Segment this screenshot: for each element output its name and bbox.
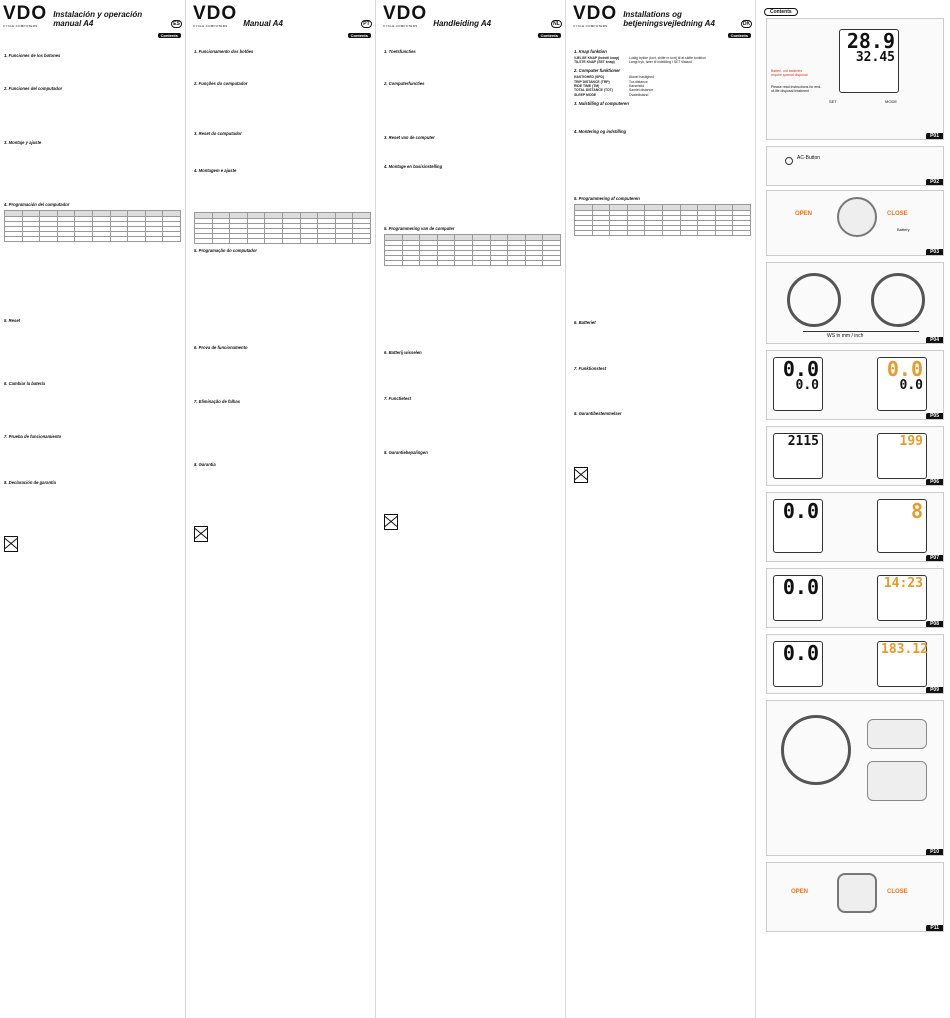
wheel-icon <box>871 273 925 327</box>
figure-number: P11 <box>926 925 943 931</box>
ac-button-label: AC-Button <box>797 155 821 161</box>
section-heading: 8. Garantia <box>194 461 216 467</box>
figure-p01 <box>766 18 944 140</box>
section-heading: 8. Declaración de garantía <box>4 479 56 485</box>
crossed-bin-icon <box>4 536 18 552</box>
column-header <box>570 0 755 30</box>
section-heading: 7. Prueba de funcionamiento <box>4 434 62 440</box>
figures-column <box>760 0 950 1018</box>
section-heading: 3. Montaje y ajuste <box>4 139 42 145</box>
contents-badge: Contents <box>728 33 751 38</box>
contents-badge: Contents <box>538 33 561 38</box>
display-step: 0.0 0.0 <box>877 357 927 411</box>
column-title: Instalación y operación manual A4 <box>53 10 143 28</box>
display-step: 0.0 <box>773 641 823 687</box>
section-heading: 4. Programación del computador <box>4 202 70 208</box>
open-label: OPEN <box>791 889 809 895</box>
battery-label: Battery <box>897 227 910 232</box>
section-heading: 1. Knap funktion <box>574 48 607 54</box>
column-body <box>570 30 755 489</box>
figure-number: P07 <box>926 555 943 561</box>
language-badge: PT <box>361 20 372 28</box>
vdo-logo: VDO CYCLE COMPUTERS <box>383 3 428 28</box>
figure-number: P04 <box>926 337 943 343</box>
sensor-icon <box>867 719 927 749</box>
section-heading: 8. Garantiebepalingen <box>384 449 428 455</box>
column-body <box>0 30 185 558</box>
display-step: 183.12 <box>877 641 927 687</box>
key-row: TILSTE KNAP (SET knap) Langt tryk, fører til indstilling i SET tilstand <box>574 60 693 65</box>
wheel-size-table <box>574 204 751 236</box>
section-heading: 6. Batteriet <box>574 320 596 326</box>
wheel-icon <box>787 273 841 327</box>
manual-column-pt <box>190 0 376 1018</box>
battery-note: Batteri, old batteries require special disposal <box>771 69 808 77</box>
section-heading: 4. Montering og indstilling <box>574 129 627 135</box>
figure-number: P02 <box>926 179 943 185</box>
figure-p03 <box>766 190 944 256</box>
section-heading: 1. Toetsfuncties <box>384 48 416 54</box>
figure-p10 <box>766 700 944 856</box>
section-heading: 7. Funktionstest <box>574 365 607 371</box>
figure-number: P05 <box>926 413 943 419</box>
display-step: 0.0 <box>773 575 823 621</box>
figure-number: P06 <box>926 479 943 485</box>
figure-number: P01 <box>926 133 943 139</box>
section-heading: 1. Funciones de los botones <box>4 53 61 59</box>
column-body <box>190 30 375 548</box>
section-heading: 2. Funções do computador <box>194 81 248 87</box>
bracket-icon <box>837 873 877 913</box>
open-label: OPEN <box>795 211 813 217</box>
section-heading: 6. Batterij wisselen <box>384 350 422 356</box>
function-row: TRIP DISTANCE (TRP) Tur-distance <box>574 79 648 84</box>
crossed-bin-icon <box>384 514 398 530</box>
section-heading: 5. Programação do computador <box>194 248 258 254</box>
manual-column-nl <box>380 0 566 1018</box>
display-step: 2115 <box>773 433 823 479</box>
section-heading: 1. Funcionamento dos botões <box>194 48 254 54</box>
display-step: 199 <box>877 433 927 479</box>
mount-icon <box>867 761 927 801</box>
section-heading: 2. Computerfuncties <box>384 81 425 87</box>
language-badge: ES <box>171 20 182 28</box>
column-header <box>190 0 375 30</box>
contents-badge: Contents <box>348 33 371 38</box>
figure-p09 <box>766 634 944 694</box>
function-row: HASTIGHED (SPD) Aktuel hastighed <box>574 75 655 80</box>
column-title: Manual A4 <box>243 19 283 28</box>
waste-disposal-note <box>194 526 371 546</box>
section-heading: 5. Programmering af computeren <box>574 196 640 202</box>
manual-column-dk <box>570 0 756 1018</box>
contents-tab[interactable]: Contents <box>764 8 798 16</box>
section-heading: 8. Garantibestemmelser <box>574 411 622 417</box>
language-badge: DK <box>742 21 751 27</box>
figure-p08 <box>766 568 944 628</box>
section-heading: 3. Nulstilling af computeren <box>574 100 629 106</box>
wheel-size-label: WS in mm / inch <box>827 333 864 339</box>
key-row: VÆLGE KNAP (Indstil knap) Lustig trykke (kort, skifte m kort) til at skifte funktion <box>574 55 706 60</box>
function-row: SLEEP MODE Dvaletilstand <box>574 92 649 97</box>
waste-disposal-note <box>4 536 181 556</box>
display-step: 0.0 0.0 <box>773 357 823 411</box>
figure-p05 <box>766 350 944 420</box>
distance-line <box>803 331 919 332</box>
figure-number: P03 <box>926 249 943 255</box>
vdo-logo: VDO CYCLE COMPUTERS <box>3 3 48 28</box>
ac-button-icon <box>785 157 793 165</box>
figure-p11 <box>766 862 944 932</box>
intro-paragraph <box>4 32 181 49</box>
close-label: CLOSE <box>887 889 908 895</box>
set-button-label: SET <box>829 99 837 104</box>
section-heading: 3. Reset van de computer <box>384 135 435 141</box>
display-step: 0.0 <box>773 499 823 553</box>
column-title: Handleiding A4 <box>433 19 492 28</box>
section-heading: 7. Functietest <box>384 395 411 401</box>
column-title: Installations og betjeningsvejledning A4 <box>623 10 715 28</box>
waste-disposal-note <box>574 467 751 487</box>
disposal-note: Please read instructions for end-of-life disposal treatment <box>771 85 822 93</box>
section-heading: 2. Computer funktioner <box>574 68 621 74</box>
section-heading: 2. Funciones del computador <box>4 85 63 91</box>
vdo-logo: VDO CYCLE COMPUTERS <box>193 3 238 28</box>
display-step: 8 <box>877 499 927 553</box>
wheel-icon <box>781 715 851 785</box>
section-heading: 6. Cambiar la batería <box>4 380 45 386</box>
mode-button-label: MODE <box>885 99 897 104</box>
waste-disposal-note <box>384 514 561 534</box>
function-row: TOTAL DISTANCE (TOT) Samlet distance <box>574 88 654 93</box>
figure-p02 <box>766 146 944 186</box>
section-heading: 4. Montagem e ajuste <box>194 167 237 173</box>
wheel-size-table <box>4 210 181 242</box>
figure-number: P09 <box>926 687 943 693</box>
figure-p07 <box>766 492 944 562</box>
column-header <box>380 0 565 30</box>
figure-number: P10 <box>926 849 943 855</box>
contents-badge: Contents <box>158 33 181 38</box>
display-step: 14:23 <box>877 575 927 621</box>
wheel-size-table <box>194 212 371 244</box>
computer-display: 28.9 32.45 <box>839 29 899 93</box>
figure-p04 <box>766 262 944 344</box>
function-row: RIDE TIME (TM) Kørselstid <box>574 84 645 89</box>
section-heading: 5. Programmering van de computer <box>384 226 455 232</box>
column-body <box>380 30 565 537</box>
manual-column-es <box>0 0 186 1018</box>
section-heading: 4. Montage en basisinstelling <box>384 163 443 169</box>
crossed-bin-icon <box>194 526 208 542</box>
battery-cover-icon <box>837 197 877 237</box>
crossed-bin-icon <box>574 467 588 483</box>
section-heading: 7. Eliminação de falhas <box>194 399 241 405</box>
section-heading: 5. Reset <box>4 317 21 323</box>
figure-p06 <box>766 426 944 486</box>
wheel-size-table <box>384 234 561 266</box>
section-heading: 3. Reset do computador <box>194 131 242 137</box>
close-label: CLOSE <box>887 211 908 217</box>
column-header <box>0 0 185 30</box>
figure-number: P08 <box>926 621 943 627</box>
section-heading: 6. Prova de funcionamento <box>194 345 248 351</box>
language-badge: NL <box>551 20 562 28</box>
vdo-logo: VDO CYCLE COMPUTERS <box>573 3 618 28</box>
